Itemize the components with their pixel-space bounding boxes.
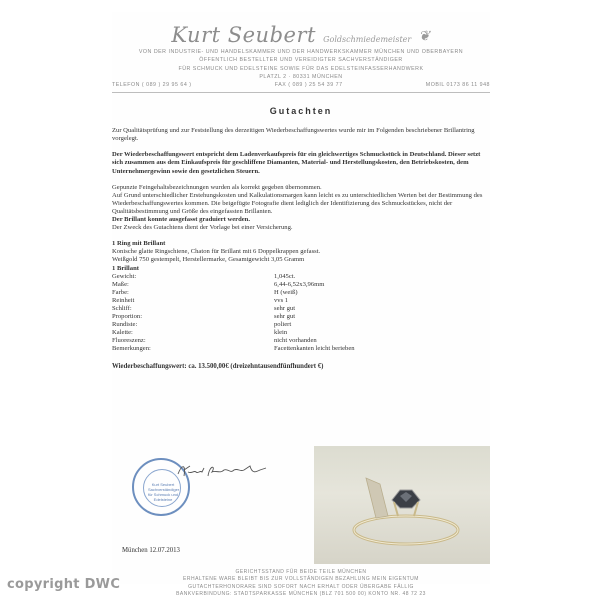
footer-line-3: GUTACHTERHONORARE SIND SOFORT NACH ERHALT ODER ÜBERGABE FÄLLIG [188, 583, 414, 590]
purpose-paragraph: Der Zweck des Gutachtens dient der Vorlage bei einer Versicherung. [112, 224, 293, 232]
letterhead-line-2: ÖFFENTLICH BESTELLTER UND VEREIDIGTER SACHVERSTÄNDIGER [199, 57, 403, 64]
spec-row [112, 313, 490, 321]
footer-line-2: ERHALTENE WARE BLEIBT BIS ZUR VOLLSTÄNDIGEN BEZAHLUNG MEIN EIGENTUM [183, 576, 419, 583]
spec-row [112, 273, 490, 281]
mobile-number: MOBIL 0173 86 11 948 [425, 82, 490, 89]
copyright-watermark: copyright DWC [7, 577, 121, 592]
spec-label: Fluoreszenz: [112, 337, 146, 345]
letterhead-line-1: VON DER INDUSTRIE- UND HANDELSKAMMER UND DER HANDWERKSKAMMER MÜNCHEN UND OBERBAYERN [138, 49, 464, 55]
phone-number: TELEFON ( 089 ) 29 95 64 ) [112, 82, 192, 89]
intro-paragraph: Zur Qualitätsprüfung und zur Feststellung des derzeitigen Wiederbeschaffungswertes wurde mir im Folgenden beschriebener Brillantring vorgelegt. [112, 127, 475, 143]
place-and-date: München 12.07.2013 [122, 547, 180, 554]
spec-value: 1,045ct. [274, 272, 296, 280]
ring-section [112, 240, 490, 353]
contact-row [112, 82, 490, 88]
graded-paragraph: Der Brillant konnte ausgefasst graduiert werden. [112, 216, 250, 224]
spec-row [112, 329, 490, 337]
letterhead-address: PLATZL 2 · 80331 MÜNCHEN [259, 73, 343, 80]
spec-value: H (weiß) [274, 288, 298, 296]
ring-heading: 1 Ring mit Brillant [112, 240, 166, 248]
brand-subtitle: Goldschmiedemeister [323, 35, 412, 44]
spec-value: nicht vorhanden [274, 337, 317, 345]
brillant-heading: 1 Brillant [112, 264, 139, 272]
replacement-value: Wiederbeschaffungswert: ca. 13.500,00€ (dreizehntausendfünfhundert €) [112, 362, 324, 370]
ring-image [314, 446, 490, 564]
spec-row [112, 289, 490, 297]
spec-label: Schliff: [112, 304, 132, 312]
spec-value: sehr gut [274, 304, 296, 312]
footer-line-4: BANKVERBINDUNG: STADTSPARKASSE MÜNCHEN (BLZ 701 500 00) KONTO NR. 48 72 23 [176, 590, 426, 597]
spec-label: Farbe: [112, 288, 129, 296]
spec-value: klein [274, 329, 288, 337]
spec-label: Reinheit [112, 296, 135, 304]
spec-row [112, 297, 490, 305]
ring-description-1: Konische glatte Ringschiene, Chaton für Brillant mit 6 Doppelkrappen gefasst. [112, 248, 321, 256]
ring-description-2: Weißgold 750 gestempelt, Herstellermarke, Gesamtgewicht 3,05 Gramm [112, 256, 305, 264]
spec-row [112, 321, 490, 329]
spec-label: Maße: [112, 280, 129, 288]
hallmark-paragraph: Gepunzte Feingehaltsbezeichnungen wurden als korrekt gegeben übernommen. [112, 183, 322, 191]
brand-logo [112, 22, 490, 48]
spec-label: Proportion: [112, 313, 143, 321]
footer-line-1: GERICHTSSTAND FÜR BEIDE TEILE MÜNCHEN [235, 569, 367, 575]
spec-value: 6,44-6,52x3,96mm [274, 280, 325, 288]
gem-hand-logo-icon: ❦ [418, 28, 431, 45]
spec-row [112, 281, 490, 289]
spec-row [112, 345, 490, 353]
spec-value: poliert [274, 321, 292, 329]
brand-name: Kurt Seubert [171, 23, 316, 47]
ring-photo [314, 446, 490, 564]
spec-row [112, 305, 490, 313]
spec-value: vvs 1 [274, 296, 289, 304]
letterhead [112, 22, 490, 93]
fax-number: FAX ( 089 ) 25 54 39 77 [274, 82, 343, 89]
spec-label: Kalette: [112, 329, 133, 337]
appraisal-document [112, 12, 490, 597]
spec-label: Bemerkungen: [112, 345, 151, 353]
spec-row [112, 337, 490, 345]
footer [112, 569, 490, 598]
seal-text: Kurt Seubert Sachverständiger für Schmuck und Edelsteine [148, 482, 180, 502]
letterhead-line-3: FÜR SCHMUCK UND EDELSTEINE SOWIE FÜR DAS EDELSTEINFASSERHANDWERK [178, 65, 424, 72]
spec-value: sehr gut [274, 313, 296, 321]
value-definition-paragraph: Der Wiederbeschaffungswert entspricht dem Ladenverkaufspreis für ein gleichwertiges Schmuckstück in Deutschland. Dieser setzt sich zusammen aus dem Einkaufspreis für geschliffene Diamanten, Material- und Herstellungskosten, den Betriebskosten, dem Unternehmergewinn sowie den gesetzlichen Steuern. [112, 151, 481, 175]
header-divider [112, 92, 490, 93]
document-title: Gutachten [269, 106, 333, 117]
differences-paragraph: Auf Grund unterschiedlicher Erstehungskosten und Kalkulationsmargen kann leicht es zu unterschiedlichen Werten bei der Bestimmung des Wiederbeschaffungswertes kommen. Die beigefügte Fotografie dient lediglich der Identifizierung des Schmuckstückes, nicht der Qualitätsbestimmung und Größe des eingefassten Brillanten. [112, 191, 483, 215]
spec-label: Gewicht: [112, 272, 137, 280]
spec-label: Rundiste: [112, 321, 138, 329]
signature-icon [174, 460, 284, 486]
spec-value: Facettenkanten leicht berieben [274, 345, 355, 353]
